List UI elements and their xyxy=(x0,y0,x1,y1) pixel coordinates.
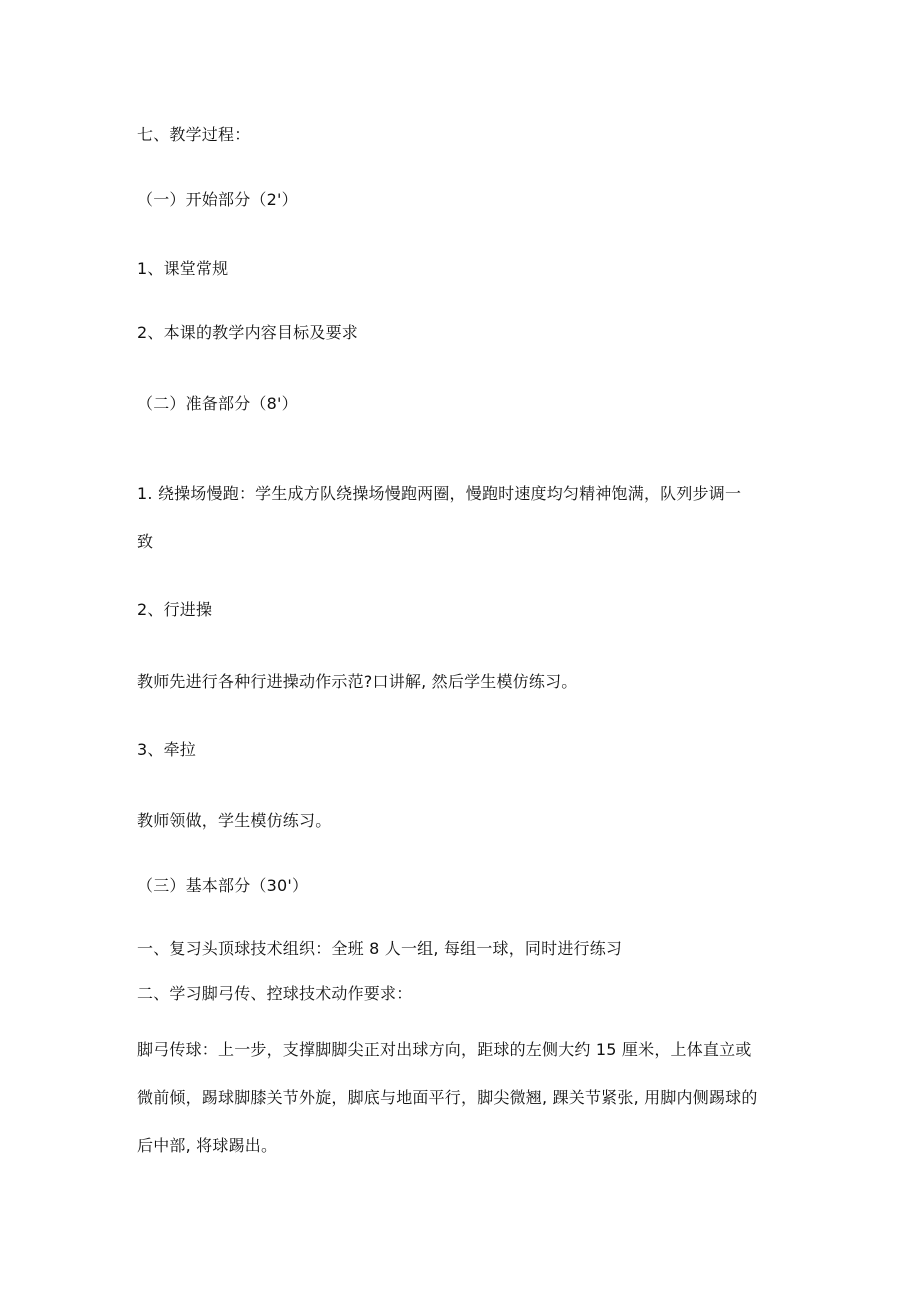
section-heading-teaching-process: 七、教学过程： xyxy=(137,125,251,144)
subsection-heading-preparation: （二）准备部分（8'） xyxy=(137,394,298,413)
paragraph-review-heading-skill: 一、复习头顶球技术组织：全班 8 人一组, 每组一球，同时进行练习 xyxy=(137,939,623,958)
paragraph-learn-passing-control: 二、学习脚弓传、控球技术动作要求： xyxy=(137,984,413,1003)
paragraph-instep-pass-line-2: 微前倾，踢球脚膝关节外旋，脚底与地面平行，脚尖微翘, 踝关节紧张, 用脚内侧踢球的 xyxy=(137,1088,758,1107)
paragraph-jogging-line-1: 1. 绕操场慢跑：学生成方队绕操场慢跑两圈，慢跑时速度均匀精神饱满，队列步调一 xyxy=(137,484,742,503)
list-item-lesson-goals: 2、本课的教学内容目标及要求 xyxy=(137,323,358,342)
subsection-heading-basic: （三）基本部分（30'） xyxy=(137,876,309,895)
list-item-class-routine: 1、课堂常规 xyxy=(137,259,229,278)
paragraph-stretching-description: 教师领做，学生模仿练习。 xyxy=(137,811,332,830)
paragraph-marching-description: 教师先进行各种行进操动作示范?口讲解, 然后学生模仿练习。 xyxy=(137,672,578,691)
paragraph-jogging-line-2: 致 xyxy=(137,532,154,551)
paragraph-instep-pass-line-3: 后中部, 将球踢出。 xyxy=(137,1136,278,1155)
list-item-stretching: 3、牵拉 xyxy=(137,740,196,759)
list-item-marching-exercise: 2、行进操 xyxy=(137,600,213,619)
subsection-heading-opening: （一）开始部分（2'） xyxy=(137,190,298,209)
paragraph-instep-pass-line-1: 脚弓传球：上一步，支撑脚脚尖正对出球方向，距球的左侧大约 15 厘米，上体直立或 xyxy=(137,1040,752,1059)
